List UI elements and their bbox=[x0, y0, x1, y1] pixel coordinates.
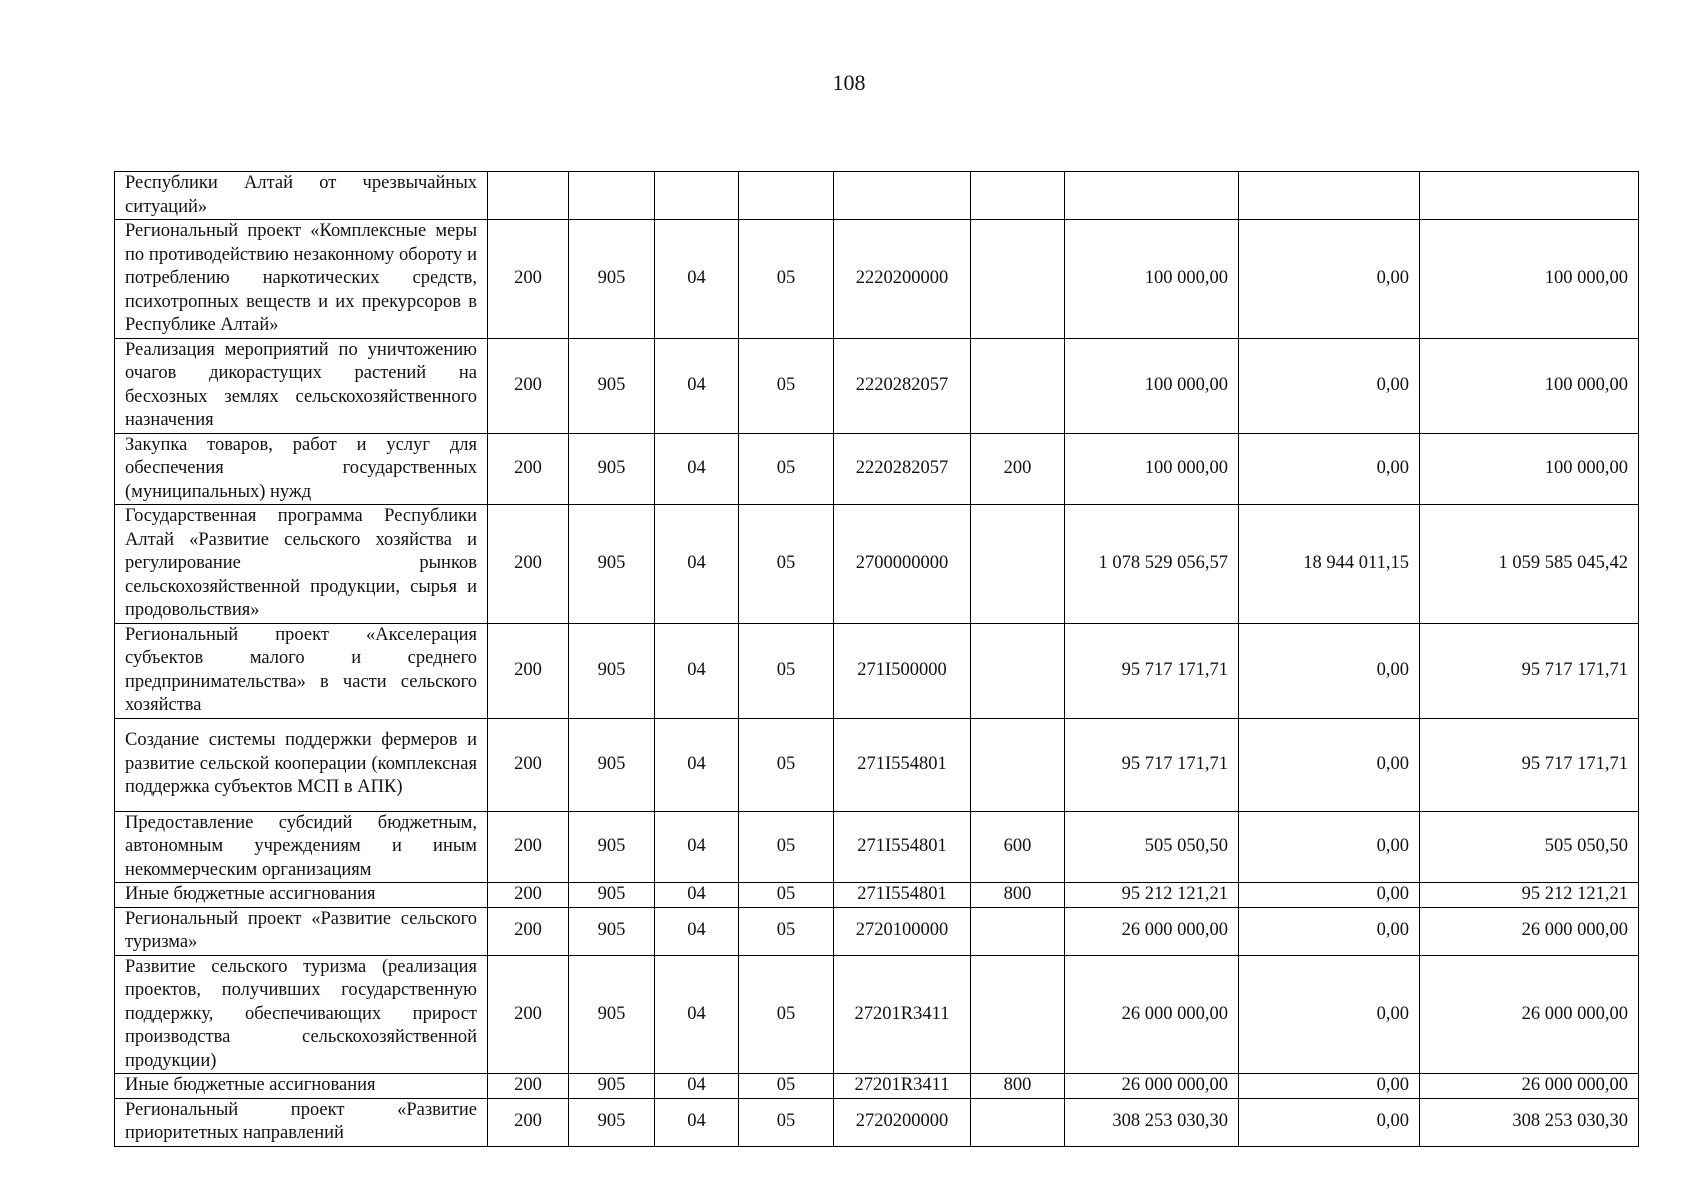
table-row bbox=[115, 220, 1639, 339]
row-regional-cell: 26 000 000,00 bbox=[1420, 907, 1639, 955]
table-row bbox=[115, 623, 1639, 718]
row-federal-cell: 0,00 bbox=[1239, 883, 1420, 908]
row-target-article-cell: 27201R3411 bbox=[834, 955, 971, 1074]
row-code-cell: 200 bbox=[488, 505, 569, 624]
row-section-cell: 04 bbox=[655, 883, 739, 908]
row-federal-cell: 0,00 bbox=[1239, 955, 1420, 1074]
row-name-cell: Иные бюджетные ассигнования bbox=[115, 883, 488, 908]
row-ministry-cell: 905 bbox=[569, 811, 655, 883]
row-target-article-cell: 271I554801 bbox=[834, 811, 971, 883]
table-row bbox=[115, 718, 1639, 811]
row-target-article-cell: 271I554801 bbox=[834, 718, 971, 811]
row-name-cell: Республики Алтай от чрезвычайных ситуаций» bbox=[115, 172, 488, 220]
row-regional-cell: 100 000,00 bbox=[1420, 220, 1639, 339]
row-ministry-cell: 905 bbox=[569, 338, 655, 433]
row-name-cell: Региональный проект «Развитие приоритетных направлений bbox=[115, 1098, 488, 1146]
row-expense-type-cell: 200 bbox=[971, 433, 1065, 505]
row-federal-cell: 0,00 bbox=[1239, 1098, 1420, 1146]
row-total-cell: 100 000,00 bbox=[1065, 433, 1239, 505]
row-code-cell: 200 bbox=[488, 338, 569, 433]
table-row bbox=[115, 1098, 1639, 1146]
budget-table bbox=[114, 171, 1639, 1147]
row-name-cell: Региональный проект «Комплексные меры по противодействию незаконному обороту и потреблению наркотических средств, психотропных веществ и их прекурсоров в Республике Алтай» bbox=[115, 220, 488, 339]
row-section-cell: 04 bbox=[655, 505, 739, 624]
row-regional-cell bbox=[1420, 172, 1639, 220]
row-total-cell: 26 000 000,00 bbox=[1065, 907, 1239, 955]
row-section-cell bbox=[655, 172, 739, 220]
row-code-cell: 200 bbox=[488, 955, 569, 1074]
row-regional-cell: 95 212 121,21 bbox=[1420, 883, 1639, 908]
row-total-cell: 505 050,50 bbox=[1065, 811, 1239, 883]
row-federal-cell: 0,00 bbox=[1239, 1074, 1420, 1099]
row-target-article-cell: 2220282057 bbox=[834, 433, 971, 505]
row-federal-cell: 0,00 bbox=[1239, 811, 1420, 883]
row-code-cell: 200 bbox=[488, 811, 569, 883]
row-section-cell: 04 bbox=[655, 1074, 739, 1099]
row-expense-type-cell bbox=[971, 907, 1065, 955]
table-row bbox=[115, 505, 1639, 624]
row-code-cell: 200 bbox=[488, 907, 569, 955]
row-subsection-cell: 05 bbox=[739, 907, 834, 955]
row-subsection-cell: 05 bbox=[739, 338, 834, 433]
row-expense-type-cell bbox=[971, 623, 1065, 718]
row-section-cell: 04 bbox=[655, 1098, 739, 1146]
row-regional-cell: 100 000,00 bbox=[1420, 433, 1639, 505]
row-ministry-cell: 905 bbox=[569, 883, 655, 908]
row-subsection-cell: 05 bbox=[739, 433, 834, 505]
row-expense-type-cell bbox=[971, 1098, 1065, 1146]
row-code-cell: 200 bbox=[488, 623, 569, 718]
row-ministry-cell: 905 bbox=[569, 955, 655, 1074]
row-total-cell: 308 253 030,30 bbox=[1065, 1098, 1239, 1146]
row-code-cell: 200 bbox=[488, 1074, 569, 1099]
row-section-cell: 04 bbox=[655, 955, 739, 1074]
row-subsection-cell: 05 bbox=[739, 220, 834, 339]
row-name-cell: Региональный проект «Развитие сельского туризма» bbox=[115, 907, 488, 955]
table-row bbox=[115, 433, 1639, 505]
row-target-article-cell: 2220200000 bbox=[834, 220, 971, 339]
row-name-cell: Государственная программа Республики Алтай «Развитие сельского хозяйства и регулирование рынков сельскохозяйственной продукции, сырья и продовольствия» bbox=[115, 505, 488, 624]
table-row bbox=[115, 907, 1639, 955]
row-name-cell: Развитие сельского туризма (реализация проектов, получивших государственную поддержку, обеспечивающих прирост производства сельскохозяйственной продукции) bbox=[115, 955, 488, 1074]
row-federal-cell bbox=[1239, 172, 1420, 220]
row-target-article-cell: 2720200000 bbox=[834, 1098, 971, 1146]
row-code-cell: 200 bbox=[488, 433, 569, 505]
row-name-cell: Иные бюджетные ассигнования bbox=[115, 1074, 488, 1099]
row-federal-cell: 0,00 bbox=[1239, 433, 1420, 505]
row-total-cell: 95 212 121,21 bbox=[1065, 883, 1239, 908]
row-section-cell: 04 bbox=[655, 433, 739, 505]
row-expense-type-cell bbox=[971, 955, 1065, 1074]
row-expense-type-cell bbox=[971, 172, 1065, 220]
row-expense-type-cell bbox=[971, 718, 1065, 811]
row-section-cell: 04 bbox=[655, 220, 739, 339]
row-section-cell: 04 bbox=[655, 907, 739, 955]
row-ministry-cell: 905 bbox=[569, 907, 655, 955]
row-ministry-cell: 905 bbox=[569, 220, 655, 339]
row-federal-cell: 0,00 bbox=[1239, 220, 1420, 339]
row-subsection-cell: 05 bbox=[739, 1098, 834, 1146]
row-regional-cell: 95 717 171,71 bbox=[1420, 718, 1639, 811]
row-total-cell: 1 078 529 056,57 bbox=[1065, 505, 1239, 624]
row-regional-cell: 95 717 171,71 bbox=[1420, 623, 1639, 718]
row-section-cell: 04 bbox=[655, 338, 739, 433]
row-subsection-cell bbox=[739, 172, 834, 220]
row-regional-cell: 505 050,50 bbox=[1420, 811, 1639, 883]
row-expense-type-cell: 800 bbox=[971, 883, 1065, 908]
row-total-cell: 26 000 000,00 bbox=[1065, 1074, 1239, 1099]
row-federal-cell: 0,00 bbox=[1239, 907, 1420, 955]
row-regional-cell: 26 000 000,00 bbox=[1420, 1074, 1639, 1099]
row-target-article-cell: 271I554801 bbox=[834, 883, 971, 908]
row-subsection-cell: 05 bbox=[739, 623, 834, 718]
table-row bbox=[115, 172, 1639, 220]
row-code-cell: 200 bbox=[488, 718, 569, 811]
row-name-cell: Закупка товаров, работ и услуг для обеспечения государственных (муниципальных) нужд bbox=[115, 433, 488, 505]
row-ministry-cell: 905 bbox=[569, 1098, 655, 1146]
table-row bbox=[115, 883, 1639, 908]
row-expense-type-cell bbox=[971, 220, 1065, 339]
row-subsection-cell: 05 bbox=[739, 883, 834, 908]
row-name-cell: Предоставление субсидий бюджетным, автономным учреждениям и иным некоммерческим организациям bbox=[115, 811, 488, 883]
row-section-cell: 04 bbox=[655, 718, 739, 811]
row-total-cell: 100 000,00 bbox=[1065, 338, 1239, 433]
row-federal-cell: 0,00 bbox=[1239, 718, 1420, 811]
row-total-cell: 95 717 171,71 bbox=[1065, 718, 1239, 811]
row-target-article-cell bbox=[834, 172, 971, 220]
row-subsection-cell: 05 bbox=[739, 1074, 834, 1099]
row-subsection-cell: 05 bbox=[739, 955, 834, 1074]
row-regional-cell: 26 000 000,00 bbox=[1420, 955, 1639, 1074]
row-federal-cell: 0,00 bbox=[1239, 623, 1420, 718]
row-name-cell: Региональный проект «Акселерация субъектов малого и среднего предпринимательства» в части сельского хозяйства bbox=[115, 623, 488, 718]
row-target-article-cell: 27201R3411 bbox=[834, 1074, 971, 1099]
row-ministry-cell: 905 bbox=[569, 623, 655, 718]
row-ministry-cell bbox=[569, 172, 655, 220]
row-ministry-cell: 905 bbox=[569, 433, 655, 505]
row-total-cell: 26 000 000,00 bbox=[1065, 955, 1239, 1074]
row-target-article-cell: 2700000000 bbox=[834, 505, 971, 624]
row-code-cell: 200 bbox=[488, 883, 569, 908]
row-regional-cell: 308 253 030,30 bbox=[1420, 1098, 1639, 1146]
row-subsection-cell: 05 bbox=[739, 505, 834, 624]
row-section-cell: 04 bbox=[655, 623, 739, 718]
row-expense-type-cell: 600 bbox=[971, 811, 1065, 883]
row-name-cell: Реализация мероприятий по уничтожению очагов дикорастущих растений на бесхозных землях сельскохозяйственного назначения bbox=[115, 338, 488, 433]
row-code-cell: 200 bbox=[488, 1098, 569, 1146]
row-regional-cell: 100 000,00 bbox=[1420, 338, 1639, 433]
row-ministry-cell: 905 bbox=[569, 718, 655, 811]
table-row bbox=[115, 1074, 1639, 1099]
table-row bbox=[115, 811, 1639, 883]
row-code-cell: 200 bbox=[488, 220, 569, 339]
row-target-article-cell: 2720100000 bbox=[834, 907, 971, 955]
table-row bbox=[115, 955, 1639, 1074]
row-expense-type-cell bbox=[971, 338, 1065, 433]
row-subsection-cell: 05 bbox=[739, 718, 834, 811]
row-ministry-cell: 905 bbox=[569, 1074, 655, 1099]
row-section-cell: 04 bbox=[655, 811, 739, 883]
row-expense-type-cell bbox=[971, 505, 1065, 624]
row-target-article-cell: 271I500000 bbox=[834, 623, 971, 718]
row-name-cell: Создание системы поддержки фермеров и развитие сельской кооперации (комплексная поддержка субъектов МСП в АПК) bbox=[115, 718, 488, 811]
row-code-cell bbox=[488, 172, 569, 220]
row-subsection-cell: 05 bbox=[739, 811, 834, 883]
row-federal-cell: 18 944 011,15 bbox=[1239, 505, 1420, 624]
row-target-article-cell: 2220282057 bbox=[834, 338, 971, 433]
row-total-cell: 100 000,00 bbox=[1065, 220, 1239, 339]
row-ministry-cell: 905 bbox=[569, 505, 655, 624]
row-expense-type-cell: 800 bbox=[971, 1074, 1065, 1099]
row-total-cell: 95 717 171,71 bbox=[1065, 623, 1239, 718]
page-number: 108 bbox=[832, 70, 866, 95]
row-federal-cell: 0,00 bbox=[1239, 338, 1420, 433]
row-total-cell bbox=[1065, 172, 1239, 220]
row-regional-cell: 1 059 585 045,42 bbox=[1420, 505, 1639, 624]
table-row bbox=[115, 338, 1639, 433]
